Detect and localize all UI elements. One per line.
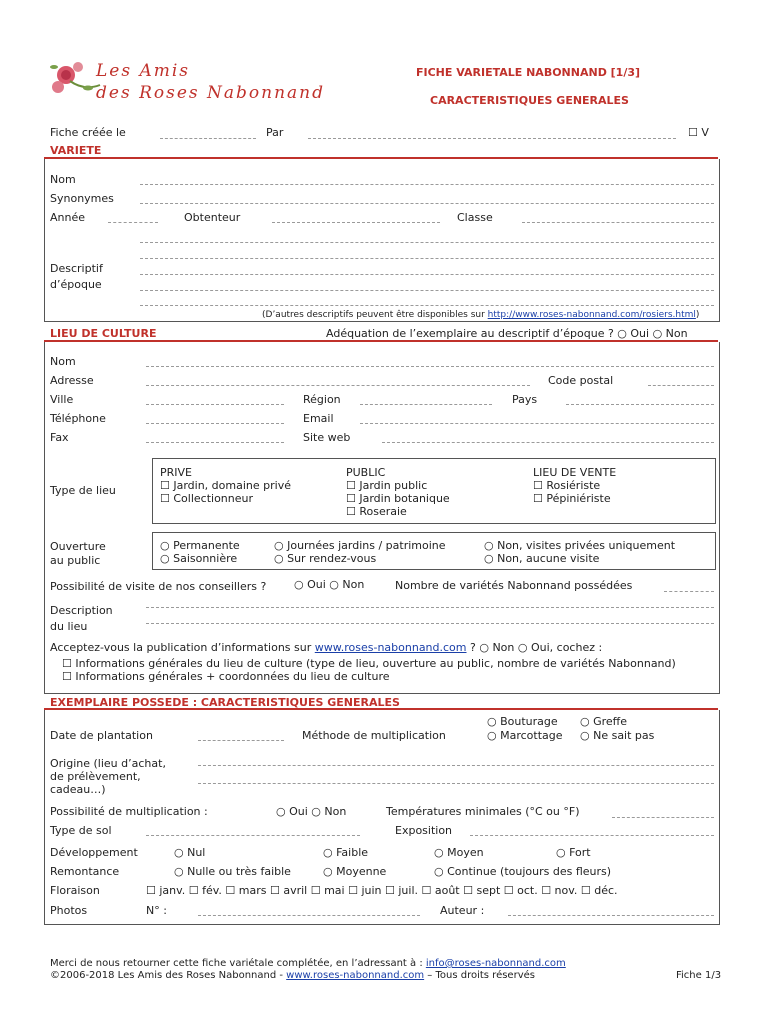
description-label-1: Description <box>50 604 113 617</box>
email-field[interactable] <box>360 423 714 424</box>
info-generales-checkbox[interactable]: ☐ Informations générales du lieu de culture (type de lieu, ouverture au public, nombre de variétés Nabonnand) <box>62 657 676 670</box>
methode-label: Méthode de multiplication <box>302 729 446 742</box>
descriptif-note: (D’autres descriptifs peuvent être disponibles sur http://www.roses-nabonnand.com/rosiers.html) <box>262 310 700 320</box>
pays-label: Pays <box>512 393 538 406</box>
possib-multiplication-options[interactable]: ○ Oui ○ Non <box>276 805 347 818</box>
type-sol-field[interactable] <box>146 835 360 836</box>
rosieriste-checkbox[interactable]: ☐ Rosiériste <box>533 479 601 492</box>
site-web-field[interactable] <box>382 442 714 443</box>
info-coordonnees-checkbox[interactable]: ☐ Informations générales + coordonnées du lieu de culture <box>62 670 390 683</box>
annee-label: Année <box>50 211 86 224</box>
rosiers-link[interactable]: http://www.roses-nabonnand.com/rosiers.html <box>487 310 696 320</box>
descriptif-line-3[interactable] <box>140 274 714 275</box>
descriptif-line-4[interactable] <box>140 290 714 291</box>
v-checkbox[interactable]: ☐ V <box>688 126 709 139</box>
adresse-label: Adresse <box>50 374 94 387</box>
descriptif-line-1[interactable] <box>140 242 714 243</box>
marcottage-radio[interactable]: ○ Marcottage <box>487 729 563 742</box>
region-label: Région <box>303 393 341 406</box>
ouv-saisonniere-radio[interactable]: ○ Saisonnière <box>160 552 238 565</box>
prive-jardin-checkbox[interactable]: ☐ Jardin, domaine privé <box>160 479 291 492</box>
logo-line1: Les Amis <box>96 61 191 81</box>
classe-field[interactable] <box>522 222 714 223</box>
exposition-label: Exposition <box>395 824 453 837</box>
ouv-permanente-radio[interactable]: ○ Permanente <box>160 539 240 552</box>
rem-moyenne-radio[interactable]: ○ Moyenne <box>323 865 387 878</box>
footer-line-2: ©2006-2018 Les Amis des Roses Nabonnand - www.roses-nabonnand.com – Tous droits réservés <box>50 970 535 981</box>
floraison-months-checkboxes[interactable]: ☐ janv. ☐ fév. ☐ mars ☐ avril ☐ mai ☐ juin ☐ juil. ☐ août ☐ sept ☐ oct. ☐ nov. ☐ déc. <box>146 884 618 897</box>
lieu-nom-label: Nom <box>50 355 76 368</box>
telephone-label: Téléphone <box>50 412 106 425</box>
date-plantation-label: Date de plantation <box>50 729 153 742</box>
adequation-question[interactable]: Adéquation de l’exemplaire au descriptif d’époque ? ○ Oui ○ Non <box>326 327 688 340</box>
prive-heading: PRIVE <box>160 466 192 479</box>
exemplaire-section-title: EXEMPLAIRE POSSEDE : CARACTERISTIQUES GENERALES <box>50 696 400 709</box>
dev-nul-radio[interactable]: ○ Nul <box>174 846 206 859</box>
ouv-privees-radio[interactable]: ○ Non, visites privées uniquement <box>484 539 676 552</box>
auteur-field[interactable] <box>508 915 714 916</box>
dev-fort-radio[interactable]: ○ Fort <box>556 846 591 859</box>
adresse-field[interactable] <box>146 385 530 386</box>
annee-field[interactable] <box>108 222 158 223</box>
variete-section-title: VARIETE <box>50 144 102 157</box>
description-line-2[interactable] <box>146 623 714 624</box>
site-web-label: Site web <box>303 431 351 444</box>
descriptif-line-5[interactable] <box>140 305 714 306</box>
par-field[interactable] <box>308 138 676 139</box>
greffe-radio[interactable]: ○ Greffe <box>580 715 628 728</box>
origine-line-1[interactable] <box>198 765 714 766</box>
fax-field[interactable] <box>146 442 284 443</box>
ouv-rdv-radio[interactable]: ○ Sur rendez-vous <box>274 552 377 565</box>
remontance-label: Remontance <box>50 865 120 878</box>
site-link[interactable]: www.roses-nabonnand.com <box>314 641 467 654</box>
descriptif-label-2: d’époque <box>50 278 102 291</box>
publication-question: Acceptez-vous la publication d’informations sur www.roses-nabonnand.com ? ○ Non ○ Oui, cochez : <box>50 641 603 654</box>
par-label: Par <box>266 126 284 139</box>
dev-moyen-radio[interactable]: ○ Moyen <box>434 846 484 859</box>
temperatures-field[interactable] <box>612 817 714 818</box>
fiche-creee-label: Fiche créée le <box>50 126 126 139</box>
ouverture-label-2: au public <box>50 554 101 567</box>
photo-num-label: N° : <box>146 904 167 917</box>
synonymes-field[interactable] <box>140 203 714 204</box>
ville-field[interactable] <box>146 404 284 405</box>
ville-label: Ville <box>50 393 74 406</box>
obtenteur-label: Obtenteur <box>184 211 241 224</box>
telephone-field[interactable] <box>146 423 284 424</box>
auteur-label: Auteur : <box>440 904 485 917</box>
nombre-field[interactable] <box>664 591 714 592</box>
code-postal-field[interactable] <box>648 385 714 386</box>
description-line-1[interactable] <box>146 607 714 608</box>
nom-label: Nom <box>50 173 76 186</box>
fiche-date-field[interactable] <box>160 138 256 139</box>
rose-logo-icon <box>44 55 104 105</box>
public-heading: PUBLIC <box>346 466 386 479</box>
origine-label-3: cadeau…) <box>50 783 106 796</box>
date-plantation-field[interactable] <box>198 740 284 741</box>
obtenteur-field[interactable] <box>272 222 440 223</box>
visite-label: Possibilité de visite de nos conseillers ? <box>50 580 267 593</box>
descriptif-line-2[interactable] <box>140 258 714 259</box>
synonymes-label: Synonymes <box>50 192 114 205</box>
floraison-label: Floraison <box>50 884 100 897</box>
ouv-aucune-radio[interactable]: ○ Non, aucune visite <box>484 552 600 565</box>
nom-field[interactable] <box>140 184 714 185</box>
roseraie-checkbox[interactable]: ☐ Roseraie <box>346 505 407 518</box>
type-lieu-label: Type de lieu <box>50 484 116 497</box>
photo-num-field[interactable] <box>198 915 420 916</box>
rem-continue-radio[interactable]: ○ Continue (toujours des fleurs) <box>434 865 612 878</box>
vente-heading: LIEU DE VENTE <box>533 466 617 479</box>
possib-multiplication-label: Possibilité de multiplication : <box>50 805 208 818</box>
code-postal-label: Code postal <box>548 374 614 387</box>
page-number: Fiche 1/3 <box>676 970 722 981</box>
lieu-nom-field[interactable] <box>146 366 714 367</box>
type-sol-label: Type de sol <box>50 824 112 837</box>
origine-line-2[interactable] <box>198 783 714 784</box>
classe-label: Classe <box>457 211 493 224</box>
visite-options[interactable]: ○ Oui ○ Non <box>294 578 365 591</box>
bouturage-radio[interactable]: ○ Bouturage <box>487 715 558 728</box>
collectionneur-checkbox[interactable]: ☐ Collectionneur <box>160 492 254 505</box>
pepinieriste-checkbox[interactable]: ☐ Pépiniériste <box>533 492 611 505</box>
footer-line-1: Merci de nous retourner cette fiche variétale complétée, en l’adressant à : info@roses-nabonnand.com <box>50 958 566 969</box>
nombre-label: Nombre de variétés Nabonnand possédées <box>395 579 633 592</box>
photos-label: Photos <box>50 904 88 917</box>
origine-label-1: Origine (lieu d’achat, <box>50 757 166 770</box>
fax-label: Fax <box>50 431 69 444</box>
rem-nulle-radio[interactable]: ○ Nulle ou très faible <box>174 865 291 878</box>
footer-email-link[interactable]: info@roses-nabonnand.com <box>425 958 566 969</box>
footer-site-link[interactable]: www.roses-nabonnand.com <box>286 970 425 981</box>
pays-field[interactable] <box>566 404 714 405</box>
developpement-label: Développement <box>50 846 138 859</box>
page-subtitle: CARACTERISTIQUES GENERALES <box>430 94 629 107</box>
logo-line2: des Roses Nabonnand <box>96 83 326 103</box>
origine-label-2: de prélèvement, <box>50 770 141 783</box>
dev-faible-radio[interactable]: ○ Faible <box>323 846 369 859</box>
region-field[interactable] <box>360 404 492 405</box>
email-label: Email <box>303 412 334 425</box>
ouv-journees-radio[interactable]: ○ Journées jardins / patrimoine <box>274 539 446 552</box>
lieu-section-title: LIEU DE CULTURE <box>50 327 157 340</box>
ne-sait-pas-radio[interactable]: ○ Ne sait pas <box>580 729 655 742</box>
jardin-botanique-checkbox[interactable]: ☐ Jardin botanique <box>346 492 450 505</box>
descriptif-label-1: Descriptif <box>50 262 103 275</box>
description-label-2: du lieu <box>50 620 88 633</box>
exposition-field[interactable] <box>470 835 714 836</box>
ouverture-label-1: Ouverture <box>50 540 106 553</box>
temperatures-label: Températures minimales (°C ou °F) <box>386 805 580 818</box>
jardin-public-checkbox[interactable]: ☐ Jardin public <box>346 479 428 492</box>
page-title: FICHE VARIETALE NABONNAND [1/3] <box>416 66 641 79</box>
